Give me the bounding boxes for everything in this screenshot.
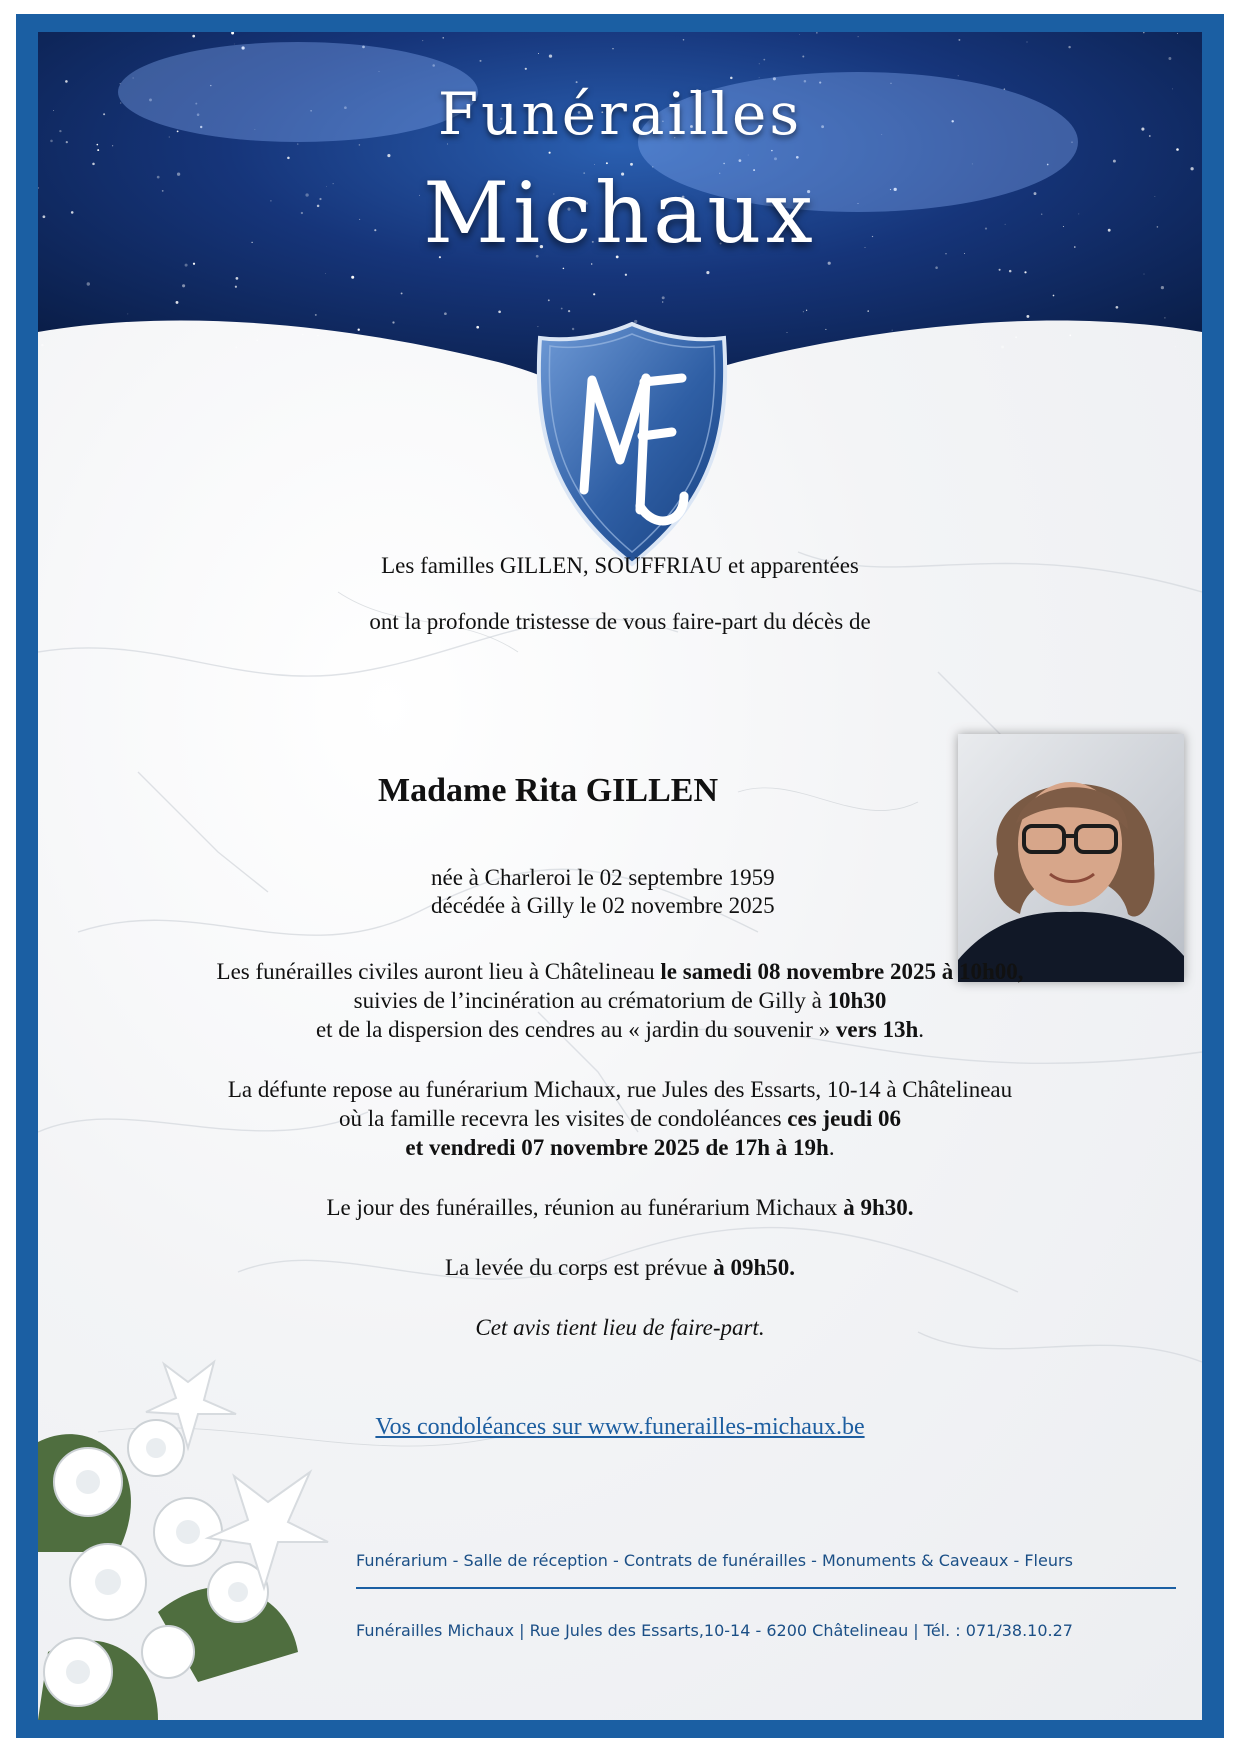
- star: [867, 310, 869, 312]
- star: [1161, 286, 1164, 289]
- dispersion-time: vers 13h: [835, 1017, 919, 1042]
- star: [1116, 306, 1119, 309]
- star: [182, 284, 185, 287]
- levee-text: La levée du corps est prévue: [444, 1255, 714, 1280]
- ceremony-line-2: [38, 987, 1202, 1016]
- star: [935, 266, 938, 269]
- star: [317, 335, 318, 336]
- star: [176, 301, 179, 304]
- star: [1027, 42, 1028, 43]
- star: [443, 37, 444, 38]
- star: [87, 282, 90, 285]
- visits-day-1: ces jeudi 06: [787, 1106, 902, 1131]
- star: [401, 292, 403, 294]
- footer-services: Funérarium - Salle de réception - Contrats de funérailles - Monuments & Caveaux - Fleurs: [356, 1551, 1073, 1570]
- star: [97, 149, 99, 151]
- star: [591, 263, 592, 264]
- star: [235, 346, 237, 348]
- star: [193, 263, 195, 265]
- star: [549, 54, 552, 57]
- levee-line: [38, 1254, 1202, 1283]
- star: [999, 269, 1001, 271]
- visits-period: .: [828, 1135, 835, 1160]
- star: [1001, 346, 1004, 349]
- star: [825, 329, 826, 330]
- notice-note: Cet avis tient lieu de faire-part.: [475, 1315, 765, 1340]
- star: [1176, 148, 1179, 151]
- star: [625, 274, 627, 276]
- star: [549, 152, 551, 154]
- levee-time: à 09h50.: [713, 1255, 795, 1280]
- brand-name-line2: Michaux: [423, 164, 817, 262]
- ceremony-text-3: et de la dispersion des cendres au « jardin du souvenir »: [315, 1017, 836, 1042]
- condolences-link[interactable]: Vos condoléances sur www.funerailles-michaux.be: [375, 1414, 865, 1440]
- star: [803, 311, 804, 312]
- visits-line-1: La défunte repose au funérarium Michaux, rue Jules des Essarts, 10-14 à Châtelineau: [227, 1077, 1013, 1102]
- ceremony-date: le samedi 08 novembre 2025 à 10h00,: [660, 959, 1024, 984]
- star: [127, 313, 128, 314]
- portrait-illustration: [958, 734, 1184, 982]
- visits-day-2: et vendredi 07 novembre 2025 de 17h à 19h: [405, 1135, 829, 1160]
- star: [538, 53, 539, 54]
- ceremony-period: .: [918, 1017, 925, 1042]
- star: [1164, 317, 1165, 318]
- star: [498, 310, 501, 313]
- footer-divider: [356, 1587, 1176, 1589]
- star: [479, 60, 481, 62]
- star: [568, 310, 570, 312]
- cremation-time: 10h30: [827, 988, 887, 1013]
- star: [1113, 160, 1116, 163]
- visits-line-3: [38, 1134, 1202, 1163]
- star: [1168, 57, 1171, 60]
- meeting-time: à 9h30.: [843, 1195, 914, 1220]
- star: [192, 35, 195, 38]
- star: [1009, 270, 1012, 273]
- birth-line: née à Charleroi le 02 septembre 1959: [431, 865, 775, 890]
- star: [1068, 46, 1070, 48]
- star: [185, 264, 188, 267]
- star: [444, 312, 447, 315]
- announcement-line: ont la profonde tristesse de vous faire-part du décès de: [369, 609, 871, 634]
- star: [351, 276, 354, 279]
- star: [683, 39, 685, 41]
- star: [563, 268, 565, 270]
- meeting-text: Le jour des funérailles, réunion au funérarium Michaux: [326, 1195, 844, 1220]
- star: [593, 293, 595, 295]
- star: [548, 299, 550, 301]
- star: [1026, 315, 1029, 318]
- star: [234, 44, 235, 45]
- star: [958, 39, 960, 41]
- deceased-name: Madame Rita GILLEN: [378, 772, 718, 809]
- star: [730, 77, 733, 80]
- star: [799, 34, 800, 35]
- star: [958, 75, 959, 76]
- death-line: décédée à Gilly le 02 novembre 2025: [431, 892, 775, 918]
- ceremony-line-3: [38, 1016, 1202, 1045]
- star: [662, 301, 663, 302]
- star: [1144, 274, 1145, 275]
- ceremony-text-2: suivies de l’incinération au crématorium de Gilly à: [353, 988, 828, 1013]
- mf-shield-logo: [534, 320, 730, 568]
- star: [763, 59, 765, 61]
- star: [816, 32, 817, 33]
- star: [41, 344, 43, 346]
- star: [1175, 346, 1176, 347]
- star: [806, 310, 807, 311]
- brand-name-line1: Funérailles: [437, 80, 803, 148]
- page-border: [16, 14, 1224, 1738]
- star: [476, 326, 479, 329]
- meeting-line: [38, 1194, 1202, 1223]
- star: [561, 308, 563, 310]
- ceremony-text-1: Les funérailles civiles auront lieu à Châtelineau: [216, 959, 661, 984]
- star: [1015, 336, 1017, 338]
- footer-contact: Funérailles Michaux | Rue Jules des Essarts,10-14 - 6200 Châtelineau | Tél. : 071/38.10.27: [356, 1621, 1073, 1640]
- star: [787, 332, 788, 333]
- star: [235, 286, 237, 288]
- star: [1024, 271, 1026, 273]
- star: [302, 334, 304, 336]
- announcement-paper: [38, 32, 1202, 1720]
- portrait-photo: [958, 734, 1184, 982]
- star: [802, 56, 804, 58]
- star: [387, 154, 390, 157]
- star: [828, 262, 831, 265]
- star: [257, 340, 258, 341]
- star: [380, 351, 381, 352]
- star: [1053, 295, 1055, 297]
- star: [358, 329, 360, 331]
- white-flowers-bouquet: [38, 1352, 338, 1720]
- visits-line-2: [38, 1105, 1202, 1134]
- star: [1069, 335, 1071, 337]
- star: [287, 157, 290, 160]
- star: [525, 68, 527, 70]
- star: [662, 296, 665, 299]
- star: [706, 271, 709, 274]
- star: [354, 338, 356, 340]
- star: [422, 40, 423, 41]
- star: [759, 63, 760, 64]
- star: [612, 48, 613, 49]
- star: [348, 338, 349, 339]
- star: [392, 321, 394, 323]
- star: [315, 314, 317, 316]
- families-line: Les familles GILLEN, SOUFFRIAU et apparentées: [381, 553, 859, 578]
- star: [892, 330, 893, 331]
- star: [325, 273, 326, 274]
- visits-text: où la famille recevra les visites de condoléances: [338, 1106, 788, 1131]
- ceremony-line-1: [38, 958, 1202, 987]
- star: [236, 277, 239, 280]
- star: [858, 36, 859, 37]
- star: [1177, 33, 1178, 34]
- star: [759, 77, 760, 78]
- deceased-dates: [431, 864, 775, 919]
